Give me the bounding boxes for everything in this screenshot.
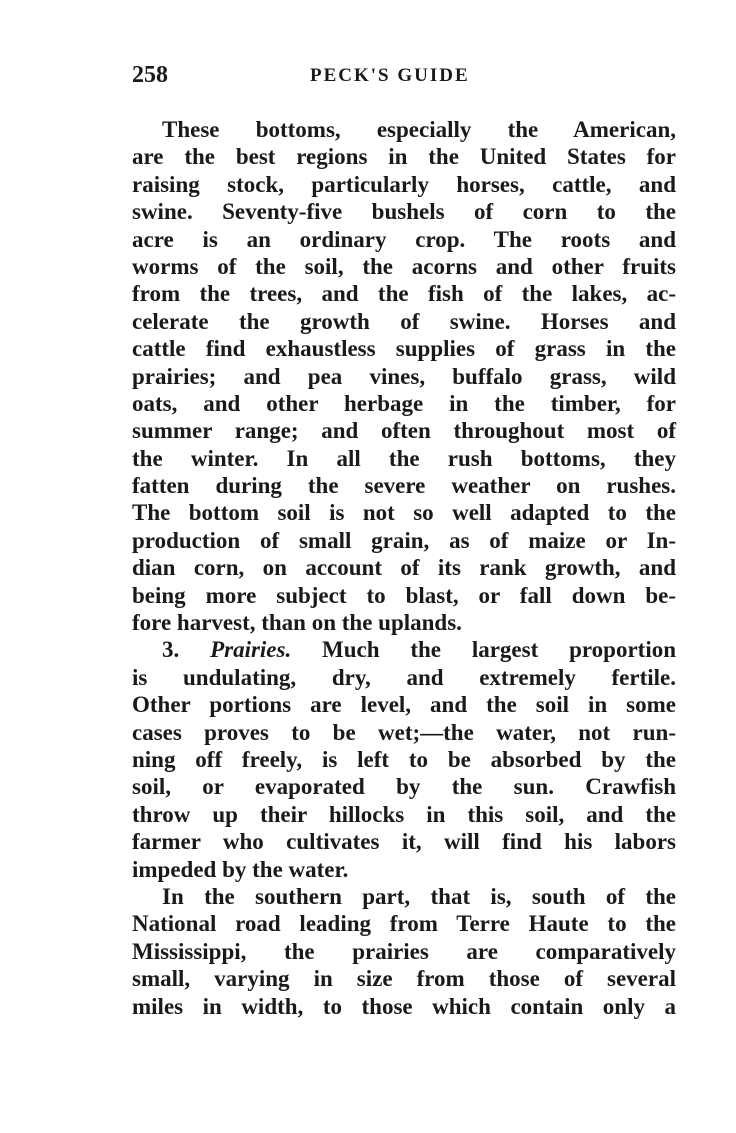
text-line — [132, 746, 676, 773]
text-line — [132, 445, 676, 472]
text-line-content: dian corn, on account of its rank growth, and — [132, 555, 676, 581]
text-line-content: the winter. In all the rush bottoms, they — [132, 445, 676, 471]
text-line-content: In the southern part, that is, south of the — [162, 883, 676, 909]
text-line — [132, 417, 676, 444]
italic-heading: Prairies. — [210, 637, 292, 663]
running-title: PECK'S GUIDE — [310, 65, 470, 86]
text-line-content: summer range; and often throughout most of — [132, 418, 676, 444]
text-line-content: Mississippi, the prairies are comparatively — [132, 938, 676, 964]
text-line — [132, 335, 676, 362]
text-line — [132, 773, 676, 800]
text-line — [132, 636, 676, 663]
text-line — [132, 910, 676, 937]
text-line-content: prairies; and pea vines, buffalo grass, wild — [132, 363, 676, 389]
text-line-content: worms of the soil, the acorns and other fruits — [132, 253, 676, 279]
text-line-content: raising stock, particularly horses, cattle, and — [132, 171, 676, 197]
page-number: 258 — [132, 62, 168, 88]
text-line — [132, 472, 676, 499]
text-line — [132, 171, 676, 198]
text-line-content: fore harvest, than on the uplands. — [132, 610, 462, 636]
text-line — [132, 308, 676, 335]
text-line-content: from the trees, and the fish of the lakes, ac- — [132, 281, 676, 307]
text-line — [132, 609, 676, 636]
text-line — [132, 691, 676, 718]
text-line-content: National road leading from Terre Haute to the — [132, 911, 676, 937]
text-line-content: These bottoms, especially the American, — [162, 117, 676, 142]
line-suffix: Much the largest proportion — [291, 637, 676, 663]
text-line — [132, 554, 676, 581]
text-line-content: throw up their hillocks in this soil, and the — [132, 801, 676, 827]
text-line — [132, 363, 676, 390]
text-line — [132, 938, 676, 965]
text-line-content: are the best regions in the United States for — [132, 144, 676, 170]
text-line-content: ning off freely, is left to be absorbed by the — [132, 746, 676, 772]
page-body-text — [132, 116, 676, 1020]
text-line-content: being more subject to blast, or fall down be- — [132, 582, 676, 608]
text-line-content: cases proves to be wet;—the water, not run- — [132, 719, 676, 745]
text-line-content: celerate the growth of swine. Horses and — [132, 308, 676, 334]
text-line — [132, 226, 676, 253]
text-line-content: is undulating, dry, and extremely fertile. — [132, 664, 676, 690]
text-line — [132, 253, 676, 280]
text-line-content: acre is an ordinary crop. The roots and — [132, 226, 676, 252]
text-line — [132, 883, 676, 910]
text-line — [132, 719, 676, 746]
text-line-content: production of small grain, as of maize or In- — [132, 527, 676, 553]
text-line — [132, 280, 676, 307]
text-line — [132, 856, 676, 883]
text-line-content: miles in width, to those which contain only a — [132, 993, 676, 1019]
text-line — [132, 499, 676, 526]
text-line — [132, 116, 676, 143]
text-line — [132, 965, 676, 992]
text-line-content: soil, or evaporated by the sun. Crawfish — [132, 774, 676, 800]
text-line — [132, 198, 676, 225]
text-line — [132, 828, 676, 855]
text-line — [132, 527, 676, 554]
text-line — [132, 664, 676, 691]
text-line-content: fatten during the severe weather on rushes. — [132, 473, 676, 499]
text-line-content: farmer who cultivates it, will find his labors — [132, 829, 676, 855]
page-header — [132, 62, 676, 92]
text-line-content: The bottom soil is not so well adapted to the — [132, 500, 676, 526]
text-line-content: cattle find exhaustless supplies of grass in the — [132, 336, 676, 362]
text-line — [132, 390, 676, 417]
line-prefix: 3. — [162, 637, 211, 663]
text-line — [132, 143, 676, 170]
text-line-content: small, varying in size from those of several — [132, 966, 676, 992]
text-line-content — [162, 637, 676, 662]
text-line-content: impeded by the water. — [132, 856, 349, 882]
text-line — [132, 801, 676, 828]
text-line-content: oats, and other herbage in the timber, for — [132, 390, 676, 416]
text-line — [132, 993, 676, 1020]
text-line-content: swine. Seventy-five bushels of corn to the — [132, 199, 676, 225]
text-line — [132, 582, 676, 609]
text-line-content: Other portions are level, and the soil in some — [132, 692, 676, 718]
